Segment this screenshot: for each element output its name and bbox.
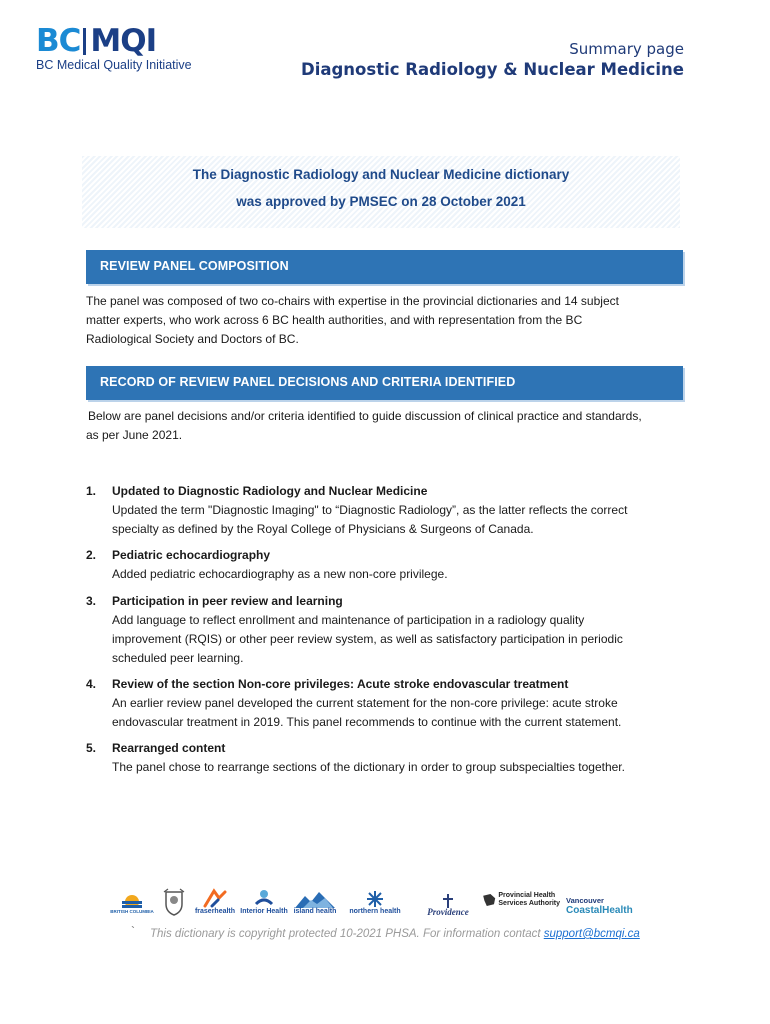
approval-box <box>82 156 680 228</box>
list-number: 2. <box>86 548 97 562</box>
page-title: Diagnostic Radiology & Nuclear Medicine <box>301 60 684 79</box>
list-item-text: Updated the term "Diagnostic Imaging" to “Diagnostic Radiology”, as the latter reflects the correct <box>112 503 628 517</box>
paragraph-line: matter experts, who work across 6 BC health authorities, and with representation from the BC <box>86 313 583 327</box>
copyright-notice <box>150 928 640 940</box>
list-item-text: endovascular treatment in 2019. This panel recommends to continue with the current statement. <box>112 715 622 729</box>
list-item <box>86 675 686 732</box>
logo-bc-text: BC <box>36 23 81 59</box>
bcmqi-logo <box>36 23 206 76</box>
paragraph-line: Radiological Society and Doctors of BC. <box>86 332 299 346</box>
record-paragraph <box>86 407 706 445</box>
list-item <box>86 739 686 777</box>
island-health-text: island health <box>293 908 337 915</box>
logo-mark <box>36 23 206 59</box>
approval-line-1: The Diagnostic Radiology and Nuclear Medicine dictionary <box>192 167 570 182</box>
list-item-text: An earlier review panel developed the current statement for the non-core privilege: acute stroke <box>112 696 618 710</box>
section-header-record <box>86 366 683 400</box>
list-item-text: Added pediatric echocardiography as a new non-core privilege. <box>112 567 448 581</box>
vch-text-line2: CoastalHealth <box>566 905 633 916</box>
phsa-text-line2: Services Authority <box>498 900 560 907</box>
list-item-text: The panel chose to rearrange sections of the dictionary in order to group subspecialties together. <box>112 760 625 774</box>
section-heading: REVIEW PANEL COMPOSITION <box>100 259 289 273</box>
list-number: 1. <box>86 484 97 498</box>
northern-health-logo <box>342 884 408 916</box>
list-item <box>86 546 686 584</box>
copyright-text: This dictionary is copyright protected 10-2021 PHSA. For information contact <box>150 928 544 940</box>
phsa-logo <box>482 884 560 916</box>
approval-line-2: was approved by PMSEC on 28 October 2021 <box>236 194 526 209</box>
interior-health-logo <box>240 884 288 916</box>
fraser-health-text: fraserhealth <box>194 908 236 915</box>
list-item <box>86 482 686 539</box>
crest-icon <box>162 888 186 916</box>
interior-health-icon <box>254 888 274 908</box>
island-health-logo <box>292 884 338 916</box>
support-email-link[interactable]: support@bcmqi.ca <box>543 928 640 940</box>
review-panel-paragraph <box>86 292 696 349</box>
footer-tick: ` <box>131 924 135 938</box>
logo-subtitle: BC Medical Quality Initiative <box>36 58 192 72</box>
crest-logo <box>160 884 188 916</box>
bc-sun-icon <box>119 890 145 908</box>
paragraph-line: The panel was composed of two co-chairs with expertise in the provincial dictionaries and 14 subject <box>86 294 619 308</box>
list-item-text: specialty as defined by the Royal College of Physicians & Surgeons of Canada. <box>112 522 534 536</box>
phsa-bc-map-icon <box>482 889 496 911</box>
providence-text: Providence <box>427 907 469 917</box>
list-item-title: Participation in peer review and learning <box>112 594 343 608</box>
list-item-text: improvement (RQIS) or other peer review system, as well as satisfactory participation in periodic <box>112 632 623 646</box>
list-item-title: Review of the section Non-core privileges: Acute stroke endovascular treatment <box>112 677 569 691</box>
logo-separator <box>83 28 86 55</box>
vch-text-line1: Vancouver <box>566 896 604 905</box>
vch-logo <box>566 884 644 916</box>
list-item-text: scheduled peer learning. <box>112 651 244 665</box>
list-item-text: Add language to reflect enrollment and maintenance of participation in a radiology quality <box>112 613 585 627</box>
paragraph-line: as per June 2021. <box>86 428 183 442</box>
providence-logo <box>418 884 478 916</box>
logo-mqi-text: MQI <box>90 23 157 59</box>
fraser-health-icon <box>202 888 228 908</box>
list-number: 3. <box>86 594 97 608</box>
section-header-review-panel <box>86 250 683 284</box>
fraser-health-logo <box>196 884 234 916</box>
interior-health-text: Interior Health <box>240 908 288 915</box>
bc-gov-text: BRITISH COLUMBIA <box>110 909 154 914</box>
northern-health-icon <box>366 890 384 908</box>
northern-health-text: northern health <box>349 908 401 915</box>
list-item-title: Pediatric echocardiography <box>112 548 271 562</box>
summary-page-label: Summary page <box>569 40 684 58</box>
section-heading: RECORD OF REVIEW PANEL DECISIONS AND CRITERIA IDENTIFIED <box>100 375 516 389</box>
list-item-title: Rearranged content <box>112 741 226 755</box>
list-number: 4. <box>86 677 97 691</box>
list-number: 5. <box>86 741 97 755</box>
paragraph-line: Below are panel decisions and/or criteria identified to guide discussion of clinical practice and standards, <box>88 409 642 423</box>
island-health-icon <box>295 890 335 908</box>
providence-icon <box>442 894 454 908</box>
bc-government-logo <box>110 884 154 916</box>
list-item <box>86 592 686 668</box>
list-item-title: Updated to Diagnostic Radiology and Nuclear Medicine <box>112 484 428 498</box>
phsa-text-line1: Provincial Health <box>498 892 556 899</box>
